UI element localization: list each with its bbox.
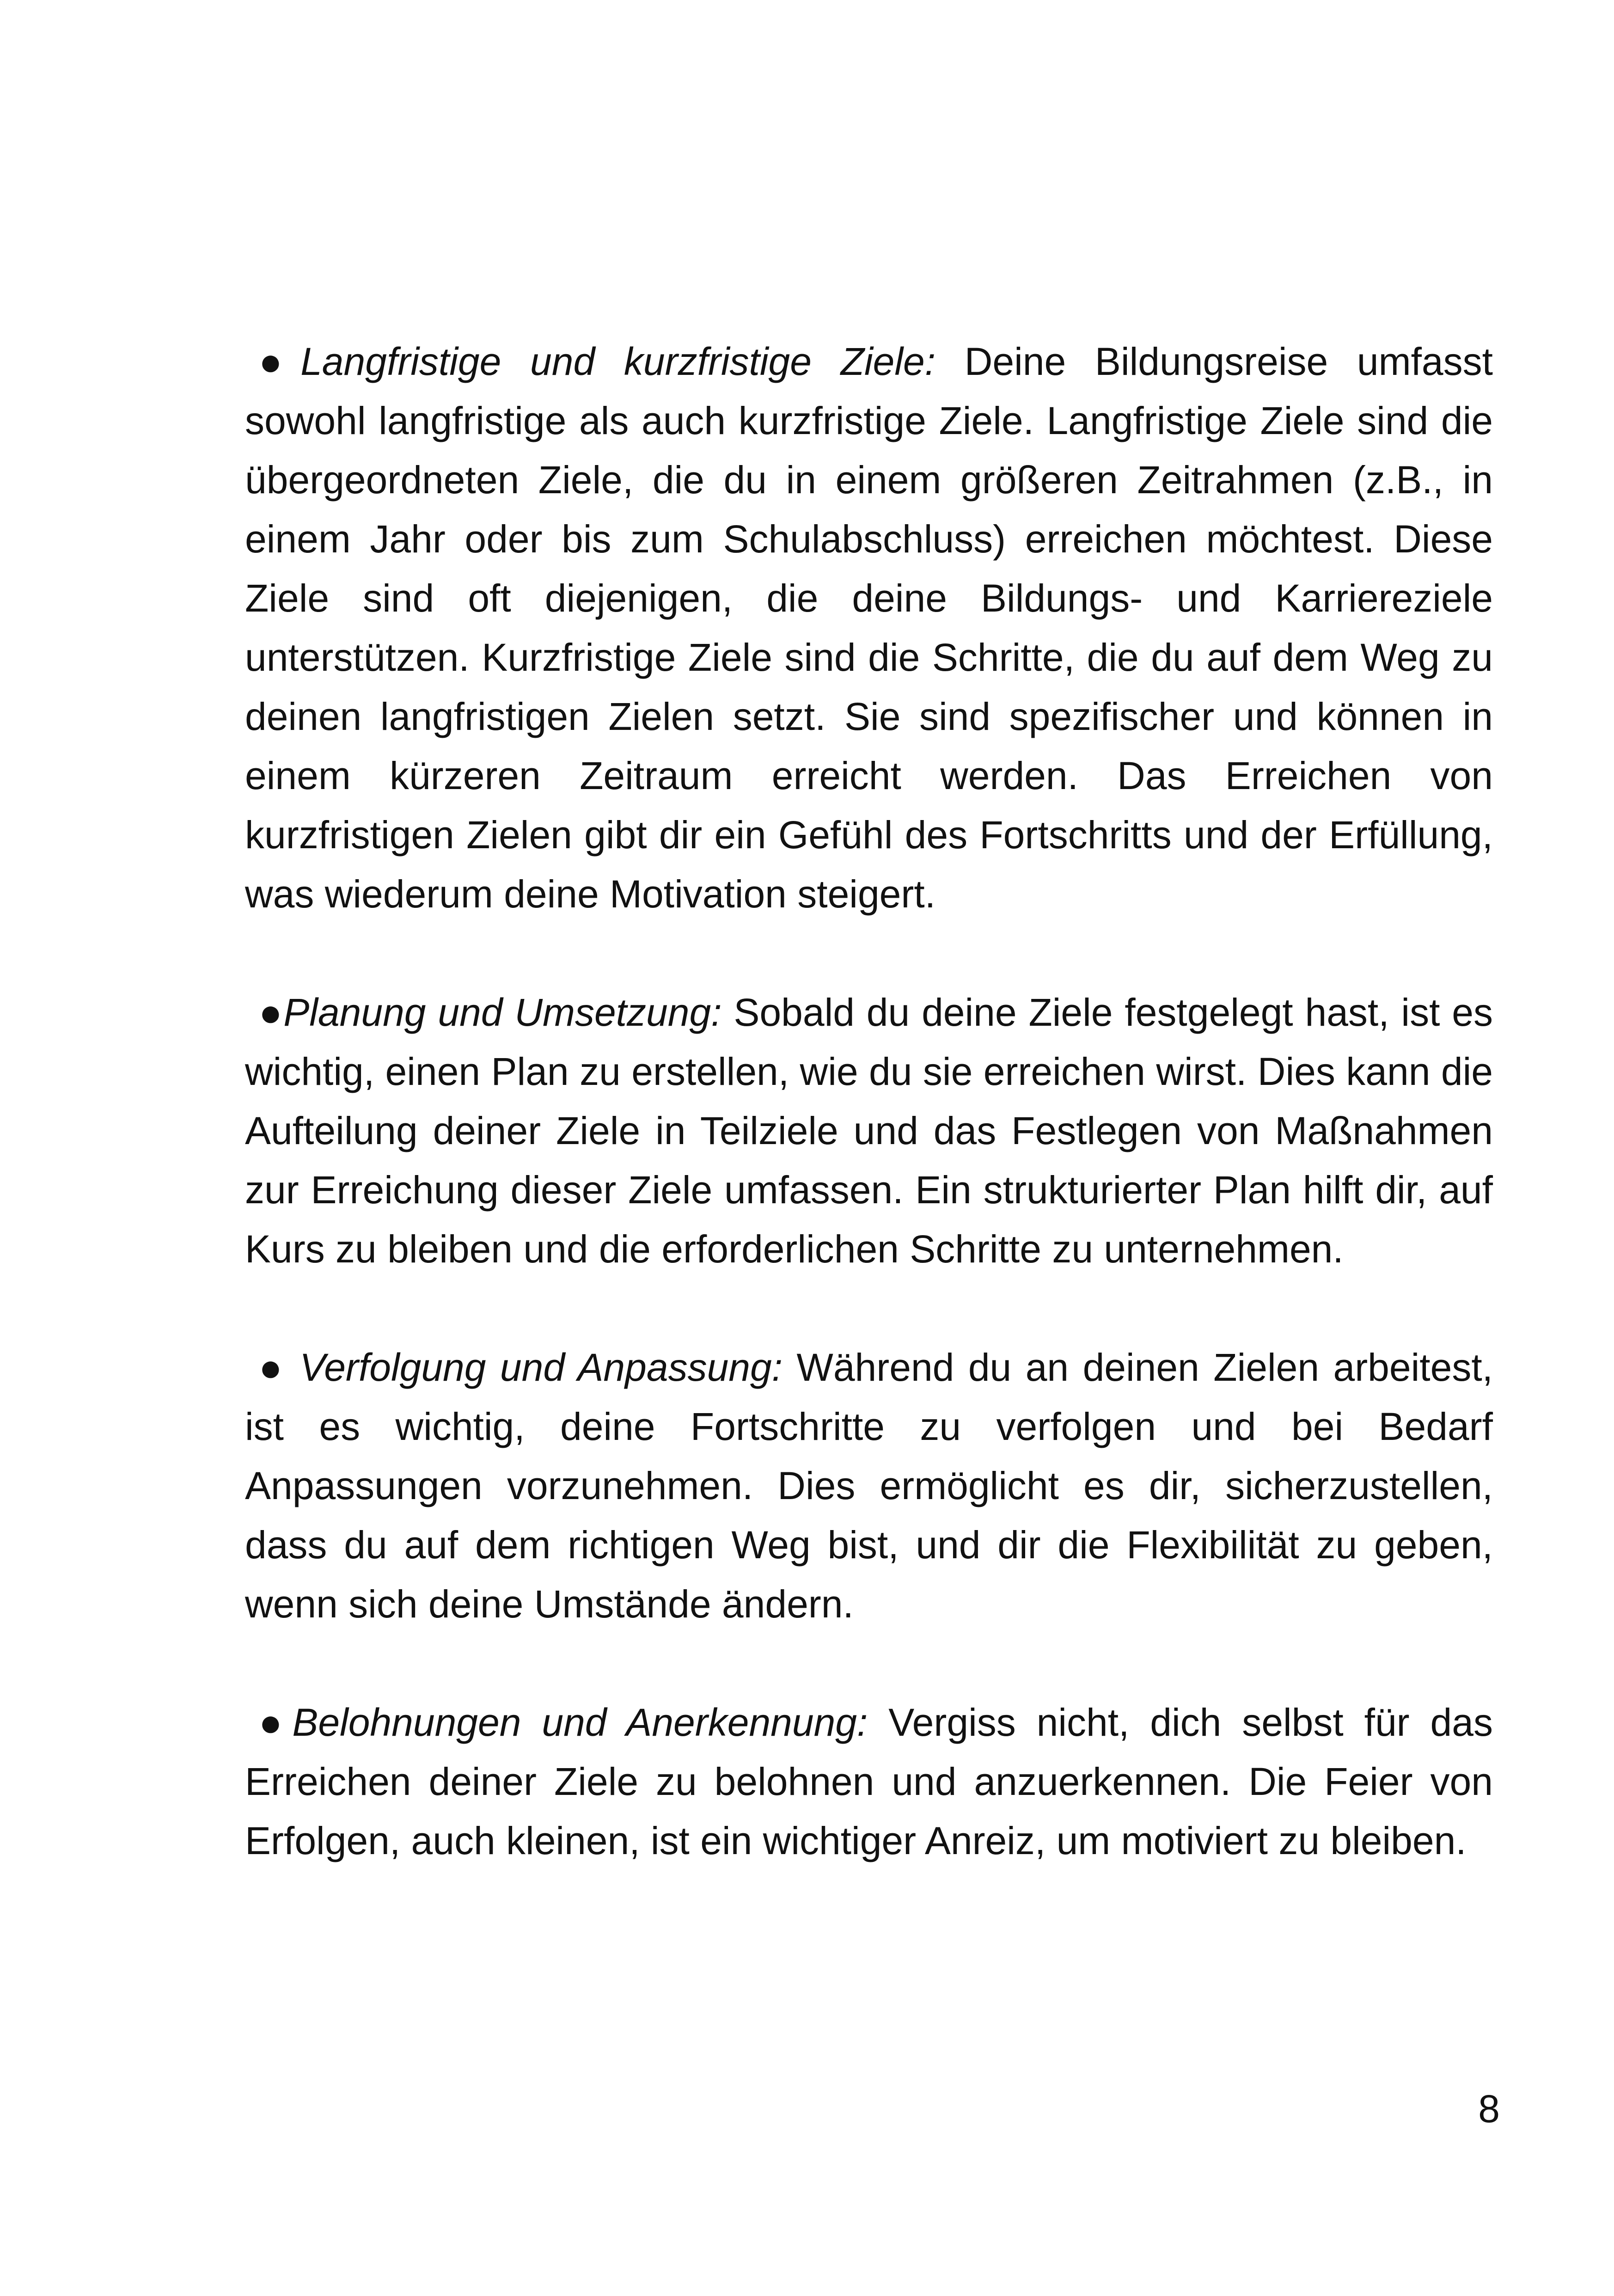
- paragraph-term: Planung und Umsetzung:: [283, 991, 722, 1034]
- page-number: 8: [1478, 2087, 1500, 2131]
- paragraph-text: Während du an deinen Zielen arbeitest, ist es wichtig, deine Fortschritte zu verfolgen und bei Bedarf Anpassungen vorzunehmen. Dies ermöglicht es dir, sicherzustellen, dass du auf dem richtigen Weg bist, und dir die Flexibilität zu geben, wenn sich deine Umstände ändern.: [245, 1346, 1493, 1626]
- paragraph-term: Langfristige und kurzfristige Ziele:: [300, 340, 936, 383]
- paragraph-tracking-adjustment: [245, 1338, 1493, 1634]
- paragraph-text: Vergiss nicht, dich selbst für das Erreichen deiner Ziele zu belohnen und anzuerkennen. Die Feier von Erfolgen, auch kleinen, ist ein wichtiger Anreiz, um motiviert zu bleiben.: [245, 1701, 1493, 1862]
- bullet-marker: ●: [259, 1701, 293, 1744]
- paragraph-term: Verfolgung und Anpassung:: [300, 1346, 783, 1389]
- paragraph-planning-implementation: [245, 983, 1493, 1279]
- paragraph-text: Deine Bildungsreise umfasst sowohl langfristige als auch kurzfristige Ziele. Langfristige Ziele sind die übergeordneten Ziele, die du in einem größeren Zeitrahmen (z.B., in einem Jahr oder bis zum Schulabschluss) erreichen möchtest. Diese Ziele sind oft diejenigen, die deine Bildungs- und Karriereziele unterstützen. Kurzfristige Ziele sind die Schritte, die du auf dem Weg zu deinen langfristigen Zielen setzt. Sie sind spezifischer und können in einem kürzeren Zeitraum erreicht werden. Das Erreichen von kurzfristigen Zielen gibt dir ein Gefühl des Fortschritts und der Erfüllung, was wiederum deine Motivation steigert.: [245, 340, 1493, 916]
- paragraph-long-short-term-goals: [245, 332, 1493, 924]
- bullet-marker: ●: [259, 991, 284, 1034]
- bullet-marker: ●: [259, 340, 301, 383]
- paragraph-text: Sobald du deine Ziele festgelegt hast, ist es wichtig, einen Plan zu erstellen, wie du sie erreichen wirst. Dies kann die Aufteilung deiner Ziele in Teilziele und das Festlegen von Maßnahmen zur Erreichung dieser Ziele umfassen. Ein strukturierter Plan hilft dir, auf Kurs zu bleiben und die erforderlichen Schritte zu unternehmen.: [245, 991, 1493, 1271]
- bullet-marker: ●: [259, 1346, 300, 1389]
- paragraph-rewards-recognition: [245, 1693, 1493, 1870]
- document-content: [245, 332, 1493, 1870]
- paragraph-term: Belohnungen und Anerkennung:: [292, 1701, 868, 1744]
